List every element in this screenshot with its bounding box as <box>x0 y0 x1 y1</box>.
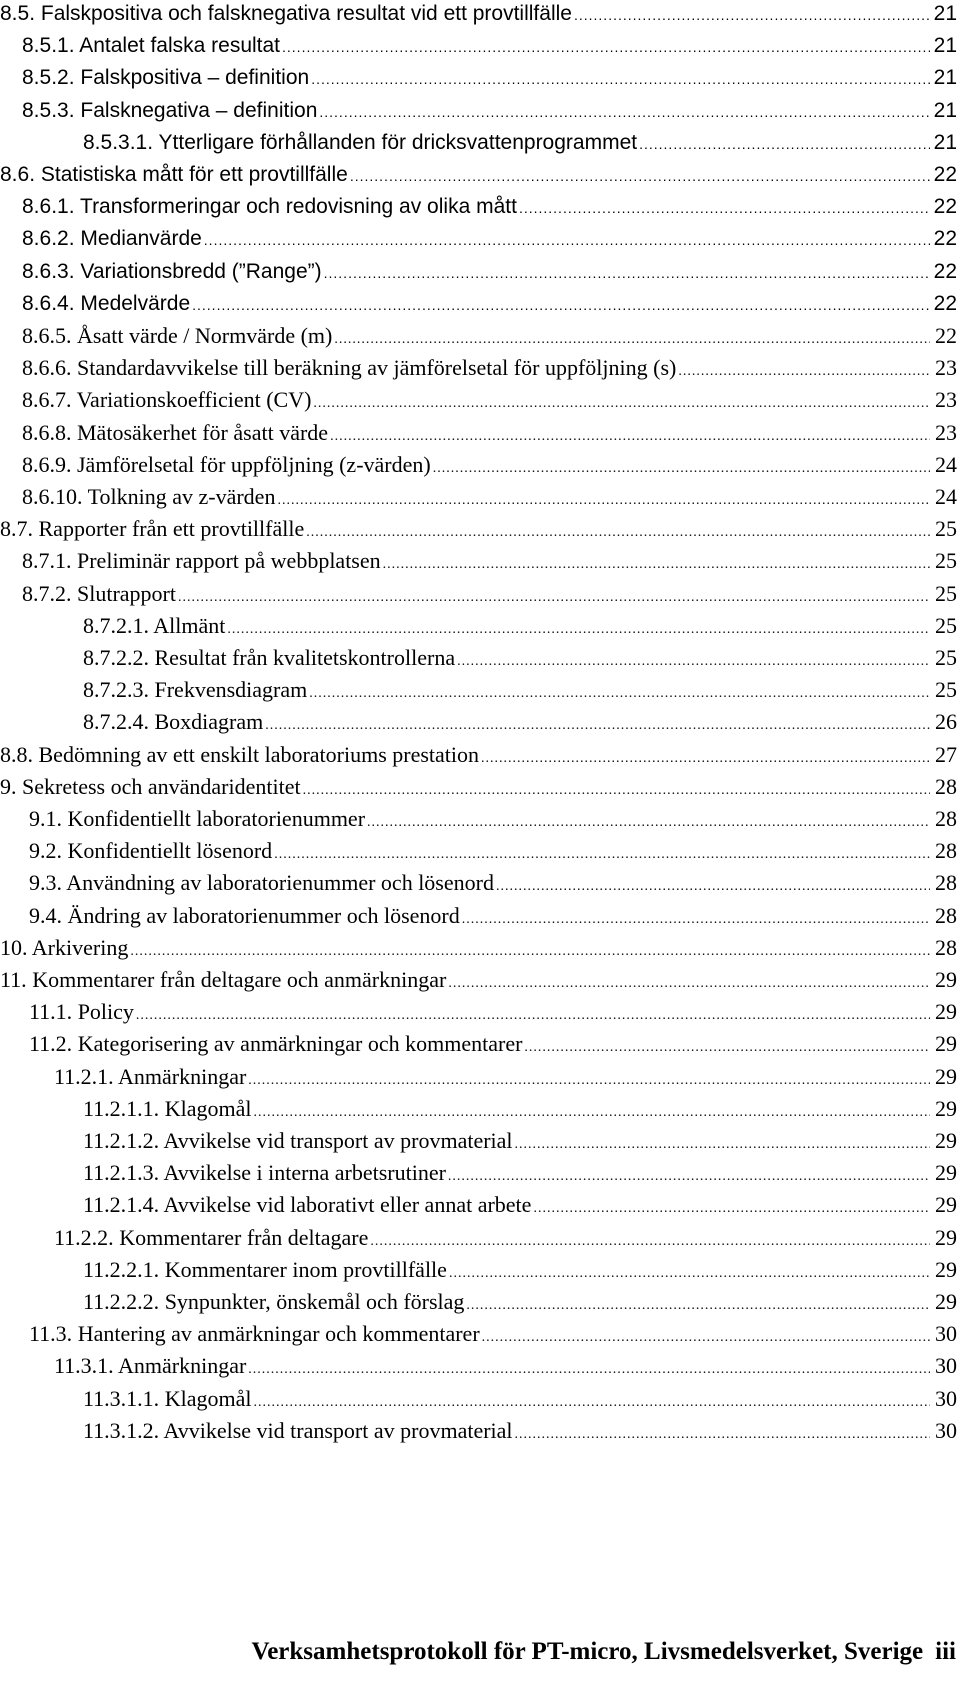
toc-dot-leader <box>515 1428 930 1442</box>
toc-dot-leader <box>311 72 930 86</box>
toc-entry-heading <box>22 451 431 479</box>
toc-dot-leader <box>457 655 930 669</box>
toc-entry-number: 8.5.1. <box>22 34 75 58</box>
toc-entry[interactable] <box>0 869 960 901</box>
toc-entry[interactable] <box>0 1063 960 1095</box>
toc-entry-heading <box>83 644 455 672</box>
toc-entry-heading <box>22 97 317 125</box>
toc-entry-heading <box>29 869 494 897</box>
toc-entry-heading <box>22 64 309 92</box>
toc-entry-number: 9. <box>0 773 17 799</box>
toc-entry-heading <box>54 1063 246 1091</box>
toc-entry[interactable] <box>0 1288 960 1320</box>
toc-dot-leader <box>319 105 930 119</box>
toc-entry-page: 29 <box>935 1160 957 1186</box>
toc-entry-label: Klagomål <box>164 1385 252 1411</box>
toc-entry[interactable] <box>0 1352 960 1384</box>
toc-entry[interactable] <box>0 644 960 676</box>
toc-entry-heading <box>0 741 479 769</box>
toc-entry-page: 30 <box>935 1385 957 1411</box>
toc-entry-page: 29 <box>935 999 957 1025</box>
toc-dot-leader <box>204 233 930 247</box>
toc-entry-number: 8.7.1. <box>22 548 72 574</box>
toc-entry-number: 8.6.1. <box>22 195 75 219</box>
toc-entry-page: 24 <box>935 484 957 509</box>
toc-entry[interactable] <box>0 773 960 805</box>
toc-entry-label: Antalet falska resultat <box>79 34 281 58</box>
toc-entry-label: Synpunkter, önskemål och förslag <box>164 1289 465 1314</box>
toc-entry-number: 8.6.5. <box>22 323 72 348</box>
toc-dot-leader <box>253 1106 930 1120</box>
toc-entry-heading <box>29 902 460 930</box>
toc-entry-page: 29 <box>935 1256 957 1282</box>
toc-entry-label: Policy <box>77 999 134 1025</box>
toc-entry-heading <box>0 0 572 28</box>
toc-entry-page: 21 <box>933 130 957 154</box>
toc-entry-label: Anmärkningar <box>117 1063 247 1089</box>
toc-entry[interactable] <box>0 1385 960 1417</box>
toc-entry-page: 23 <box>935 419 957 445</box>
toc-entry-label: Slutrapport <box>77 580 176 606</box>
toc-entry-heading <box>22 580 176 608</box>
toc-entry-page: 23 <box>935 387 957 413</box>
toc-entry-page: 29 <box>935 1095 957 1121</box>
toc-entry-number: 9.1. <box>29 806 62 831</box>
toc-entry-number: 11.2.2.2. <box>83 1289 160 1314</box>
toc-entry-label: Kommentarer från deltagare och anmärkningar <box>32 967 447 992</box>
toc-entry-number: 8.7.2.4. <box>83 709 149 735</box>
toc-entry-page: 21 <box>933 2 957 25</box>
toc-entry-number: 11.2.2. <box>54 1224 114 1250</box>
toc-entry-page: 30 <box>935 1353 957 1379</box>
toc-entry[interactable] <box>0 676 960 708</box>
toc-dot-leader <box>496 880 930 894</box>
toc-entry-page: 28 <box>935 902 957 928</box>
toc-entry-label: Ändring av laboratorienummer och lösenord <box>67 902 460 928</box>
toc-entry-number: 11. <box>0 967 27 992</box>
toc-dot-leader <box>309 687 930 701</box>
toc-entry-page: 29 <box>935 1289 957 1314</box>
toc-entry-page: 25 <box>935 677 957 703</box>
toc-entry[interactable] <box>0 1127 960 1159</box>
toc-entry-heading <box>29 837 272 865</box>
toc-entry-number: 11.3. <box>29 1321 73 1347</box>
toc-entry[interactable] <box>0 1320 960 1352</box>
toc-dot-leader <box>350 169 930 183</box>
toc-entry-label: Standardavvikelse till beräkning av jämförelsetal för uppföljning (s) <box>77 355 677 381</box>
toc-entry-page: 25 <box>935 548 957 574</box>
toc-entry-page: 22 <box>933 195 957 219</box>
toc-dot-leader <box>248 1363 930 1377</box>
toc-dot-leader <box>433 462 930 476</box>
toc-entry[interactable] <box>0 1191 960 1223</box>
toc-entry-label: Mätosäkerhet för åsatt värde <box>77 419 329 445</box>
toc-entry-number: 8.6.10. <box>22 484 83 509</box>
toc-entry-heading <box>0 161 348 189</box>
toc-entry-number: 8.5. <box>0 2 36 25</box>
toc-entry[interactable] <box>0 1417 960 1449</box>
toc-entry-heading <box>83 612 225 640</box>
toc-entry[interactable] <box>0 258 960 290</box>
toc-entry-number: 11.3.1.1. <box>83 1385 160 1411</box>
toc-entry-label: Allmänt <box>153 612 226 638</box>
toc-entry-label: Bedömning av ett enskilt laboratoriums prestation <box>38 741 480 767</box>
toc-dot-leader <box>136 1009 930 1023</box>
toc-dot-leader <box>449 1267 930 1281</box>
toc-entry-number: 8.6. <box>0 163 36 186</box>
toc-entry-number: 11.2.1.3. <box>83 1160 160 1186</box>
toc-entry-number: 8.6.8. <box>22 419 72 445</box>
toc-entry-label: Variationsbredd (”Range”) <box>80 259 322 283</box>
toc-entry-heading <box>22 386 311 414</box>
toc-entry-heading <box>0 966 446 994</box>
toc-entry-label: Kategorisering av anmärkningar och kommentarer <box>77 1031 523 1057</box>
toc-entry[interactable] <box>0 64 960 96</box>
toc-dot-leader <box>334 333 930 347</box>
toc-entry-label: Arkivering <box>31 934 129 960</box>
toc-entry-heading <box>54 1224 368 1252</box>
toc-entry-heading <box>22 547 381 575</box>
toc-dot-leader <box>466 1299 930 1313</box>
toc-entry-heading <box>83 1256 447 1284</box>
toc-entry-label: Avvikelse vid laborativt eller annat arbete <box>163 1192 532 1218</box>
toc-entry-heading <box>0 773 301 801</box>
toc-entry[interactable] <box>0 741 960 773</box>
toc-entry-heading <box>22 32 280 60</box>
toc-entry-label: Falskpositiva och falsknegativa resultat vid ett provtillfälle <box>40 2 572 25</box>
toc-entry-label: Avvikelse vid transport av provmaterial <box>163 1417 513 1443</box>
toc-entry-number: 8.8. <box>0 741 33 767</box>
toc-entry-heading <box>83 1127 513 1155</box>
toc-entry-number: 8.5.2. <box>22 66 75 90</box>
toc-entry-label: Boxdiagram <box>154 709 264 735</box>
toc-entry[interactable] <box>0 902 960 934</box>
toc-entry-heading <box>83 676 307 704</box>
toc-entry-label: Hantering av anmärkningar och kommentarer <box>77 1321 480 1347</box>
toc-entry[interactable] <box>0 97 960 129</box>
toc-entry-number: 11.2.1.1. <box>83 1095 160 1121</box>
toc-entry-page: 28 <box>935 773 957 799</box>
toc-entry-heading <box>29 998 134 1026</box>
toc-dot-leader <box>462 913 930 927</box>
toc-entry-number: 10. <box>0 934 28 960</box>
toc-entry-number: 8.7.2.3. <box>83 677 149 703</box>
toc-entry[interactable] <box>0 354 960 386</box>
toc-dot-leader <box>282 40 930 54</box>
toc-dot-leader <box>306 526 930 540</box>
toc-entry-page: 29 <box>935 1031 957 1057</box>
toc-entry-label: Jämförelsetal för uppföljning (z-värden) <box>77 451 431 477</box>
toc-entry-heading <box>54 1352 246 1380</box>
toc-entry[interactable] <box>0 129 960 161</box>
toc-entry[interactable] <box>0 419 960 451</box>
footer-title: Verksamhetsprotokoll för PT-micro, Livsmedelsverket, Sverige <box>251 1638 924 1665</box>
toc-entry[interactable] <box>0 225 960 257</box>
toc-entry-label: Tolkning av z-värden <box>87 484 276 509</box>
toc-entry-page: 21 <box>933 34 957 58</box>
toc-entry-heading <box>0 515 304 543</box>
toc-entry[interactable] <box>0 1159 960 1191</box>
toc-entry-heading <box>83 1385 251 1413</box>
toc-entry[interactable] <box>0 193 960 225</box>
toc-dot-leader <box>515 1138 930 1152</box>
toc-entry-label: Ytterligare förhållanden för dricksvattenprogrammet <box>158 130 638 154</box>
toc-entry-heading <box>22 258 322 286</box>
toc-dot-leader <box>277 494 930 508</box>
toc-entry-label: Statistiska mått för ett provtillfälle <box>40 163 348 186</box>
toc-entry-label: Avvikelse i interna arbetsrutiner <box>163 1160 446 1186</box>
toc-entry-page: 25 <box>935 516 957 542</box>
toc-dot-leader <box>524 1041 930 1055</box>
toc-entry-label: Medianvärde <box>80 227 202 251</box>
toc-dot-leader <box>274 848 930 862</box>
toc-dot-leader <box>130 945 930 959</box>
toc-dot-leader <box>265 719 930 733</box>
toc-entry[interactable] <box>0 934 960 966</box>
toc-entry-heading <box>83 1159 446 1187</box>
toc-entry-number: 8.7.2.2. <box>83 645 149 670</box>
toc-dot-leader <box>253 1396 930 1410</box>
toc-entry-heading <box>29 1030 522 1058</box>
toc-entry-heading <box>83 708 263 736</box>
toc-entry-label: Sekretess och användaridentitet <box>22 773 301 799</box>
toc-entry[interactable] <box>0 451 960 483</box>
toc-entry-page: 25 <box>935 645 957 670</box>
toc-entry-number: 8.7. <box>0 516 33 542</box>
toc-entry-number: 8.5.3.1. <box>83 130 154 154</box>
toc-entry-heading <box>22 193 517 221</box>
toc-entry-page: 29 <box>935 967 957 992</box>
toc-entry-number: 8.6.7. <box>22 387 72 413</box>
toc-dot-leader <box>448 1170 930 1184</box>
toc-entry-label: Konfidentiellt laboratorienummer <box>67 806 366 831</box>
toc-entry-number: 9.4. <box>29 902 62 928</box>
toc-entry[interactable] <box>0 612 960 644</box>
toc-entry-number: 9.3. <box>29 870 62 896</box>
toc-entry[interactable] <box>0 1256 960 1288</box>
toc-entry-heading <box>83 1095 251 1123</box>
toc-dot-leader <box>678 365 930 379</box>
toc-entry-page: 30 <box>935 1417 957 1443</box>
toc-entry-page: 21 <box>933 98 957 122</box>
toc-entry-page: 28 <box>935 806 957 831</box>
toc-dot-leader <box>192 298 930 312</box>
toc-entry-page: 22 <box>933 259 957 283</box>
toc-entry-page: 28 <box>935 838 957 864</box>
toc-entry-page: 22 <box>933 163 957 186</box>
toc-dot-leader <box>324 266 930 280</box>
toc-entry-label: Kommentarer från deltagare <box>119 1224 369 1250</box>
toc-entry[interactable] <box>0 998 960 1030</box>
toc-entry-heading <box>22 483 275 511</box>
toc-entry[interactable] <box>0 805 960 837</box>
toc-entry-page: 23 <box>935 355 957 381</box>
toc-dot-leader <box>519 201 930 215</box>
toc-entry-page: 30 <box>935 1321 957 1347</box>
toc-entry[interactable] <box>0 483 960 515</box>
toc-entry-label: Åsatt värde / Normvärde (m) <box>77 323 333 348</box>
toc-entry-label: Preliminär rapport på webbplatsen <box>77 548 381 574</box>
toc-entry-label: Anmärkningar <box>117 1353 247 1379</box>
toc-entry-number: 8.6.2. <box>22 227 75 251</box>
toc-entry[interactable] <box>0 547 960 579</box>
toc-dot-leader <box>178 591 930 605</box>
page-footer <box>0 1638 960 1672</box>
toc-entry-page: 25 <box>935 580 957 606</box>
toc-entry-heading <box>22 322 332 350</box>
toc-entry-page: 29 <box>935 1128 957 1153</box>
toc-entry-page: 26 <box>935 709 957 735</box>
toc-entry-number: 8.6.3. <box>22 259 75 283</box>
toc-entry-label: Transformeringar och redovisning av olika mått <box>80 195 517 219</box>
toc-entry-number: 8.7.2. <box>22 580 72 606</box>
toc-entry-page: 22 <box>933 291 957 315</box>
toc-entry-number: 11.2.1.2. <box>83 1128 160 1153</box>
toc-dot-leader <box>383 558 930 572</box>
toc-entry-heading <box>83 1191 531 1219</box>
toc-entry-number: 11.2.1.4. <box>83 1192 160 1218</box>
toc-entry-page: 28 <box>935 934 957 960</box>
toc-entry-heading <box>22 354 676 382</box>
toc-entry-page: 25 <box>935 612 957 638</box>
toc-dot-leader <box>639 137 930 151</box>
toc-entry[interactable] <box>0 580 960 612</box>
toc-dot-leader <box>481 752 930 766</box>
toc-entry-page: 29 <box>935 1063 957 1089</box>
toc-entry-heading <box>83 129 637 157</box>
toc-entry[interactable] <box>0 1095 960 1127</box>
toc-entry-number: 9.2. <box>29 838 62 864</box>
toc-entry-label: Variationskoefficient (CV) <box>76 387 312 413</box>
toc-entry[interactable] <box>0 1030 960 1062</box>
toc-dot-leader <box>367 816 930 830</box>
toc-entry[interactable] <box>0 32 960 64</box>
toc-entry-page: 29 <box>935 1192 957 1218</box>
footer-page-number: iii <box>935 1638 956 1665</box>
toc-dot-leader <box>303 784 930 798</box>
toc-entry-label: Konfidentiellt lösenord <box>67 838 273 864</box>
toc-entry-page: 29 <box>935 1224 957 1250</box>
toc-entry-heading <box>29 805 365 833</box>
toc-entry[interactable] <box>0 386 960 418</box>
toc-entry[interactable] <box>0 837 960 869</box>
toc-entry[interactable] <box>0 161 960 193</box>
toc-entry-number: 11.2.1. <box>54 1063 114 1089</box>
toc-entry[interactable] <box>0 1224 960 1256</box>
toc-entry-page: 27 <box>935 741 957 767</box>
toc-dot-leader <box>448 977 930 991</box>
toc-entry-page: 22 <box>935 323 957 348</box>
toc-dot-leader <box>574 8 930 22</box>
toc-entry-label: Klagomål <box>164 1095 252 1121</box>
toc-entry-number: 11.2.2.1. <box>83 1256 160 1282</box>
toc-entry-number: 8.6.6. <box>22 355 72 381</box>
toc-entry-number: 11.2. <box>29 1031 73 1057</box>
toc-dot-leader <box>370 1235 930 1249</box>
toc-entry-label: Rapporter från ett provtillfälle <box>38 516 305 542</box>
toc-dot-leader <box>533 1202 930 1216</box>
toc-entry-label: Medelvärde <box>80 291 191 315</box>
toc-entry[interactable] <box>0 708 960 740</box>
toc-entry-number: 8.6.9. <box>22 451 72 477</box>
toc-entry-number: 8.6.4. <box>22 291 75 315</box>
toc-dot-leader <box>482 1331 930 1345</box>
toc-entry[interactable] <box>0 515 960 547</box>
toc-entry-number: 8.5.3. <box>22 98 75 122</box>
toc-entry[interactable] <box>0 966 960 998</box>
toc-entry[interactable] <box>0 322 960 354</box>
toc-entry[interactable] <box>0 290 960 322</box>
toc-entry-label: Falskpositiva – definition <box>80 66 310 90</box>
toc-entry-label: Falsknegativa – definition <box>80 98 318 122</box>
toc-entry-number: 11.3.1. <box>54 1353 114 1379</box>
toc-entry-page: 21 <box>933 66 957 90</box>
toc-entry-label: Kommentarer inom provtillfälle <box>164 1256 447 1282</box>
toc-entry-page: 24 <box>935 451 957 477</box>
toc-entry-heading <box>22 225 202 253</box>
toc-entry-number: 11.3.1.2. <box>83 1417 160 1443</box>
toc-entry-heading <box>83 1288 464 1316</box>
toc-entry-heading <box>29 1320 480 1348</box>
toc-dot-leader <box>227 623 930 637</box>
toc-entry-heading <box>0 934 128 962</box>
toc-dot-leader <box>330 430 930 444</box>
toc-entry-heading <box>22 419 328 447</box>
toc-entry-label: Resultat från kvalitetskontrollerna <box>154 645 456 670</box>
toc-entry-label: Användning av laboratorienummer och lösenord <box>66 870 494 896</box>
toc-dot-leader <box>313 397 930 411</box>
toc-entry-page: 28 <box>935 870 957 896</box>
toc-entry-label: Frekvensdiagram <box>154 677 308 703</box>
toc-entry-label: Avvikelse vid transport av provmaterial <box>163 1128 513 1153</box>
toc-entry-page: 22 <box>933 227 957 251</box>
toc-dot-leader <box>248 1074 930 1088</box>
toc-entry[interactable] <box>0 0 960 32</box>
toc-entry-heading <box>22 290 190 318</box>
toc-entry-number: 11.1. <box>29 999 73 1025</box>
toc-entry-number: 8.7.2.1. <box>83 612 149 638</box>
toc-entry-heading <box>83 1417 513 1445</box>
